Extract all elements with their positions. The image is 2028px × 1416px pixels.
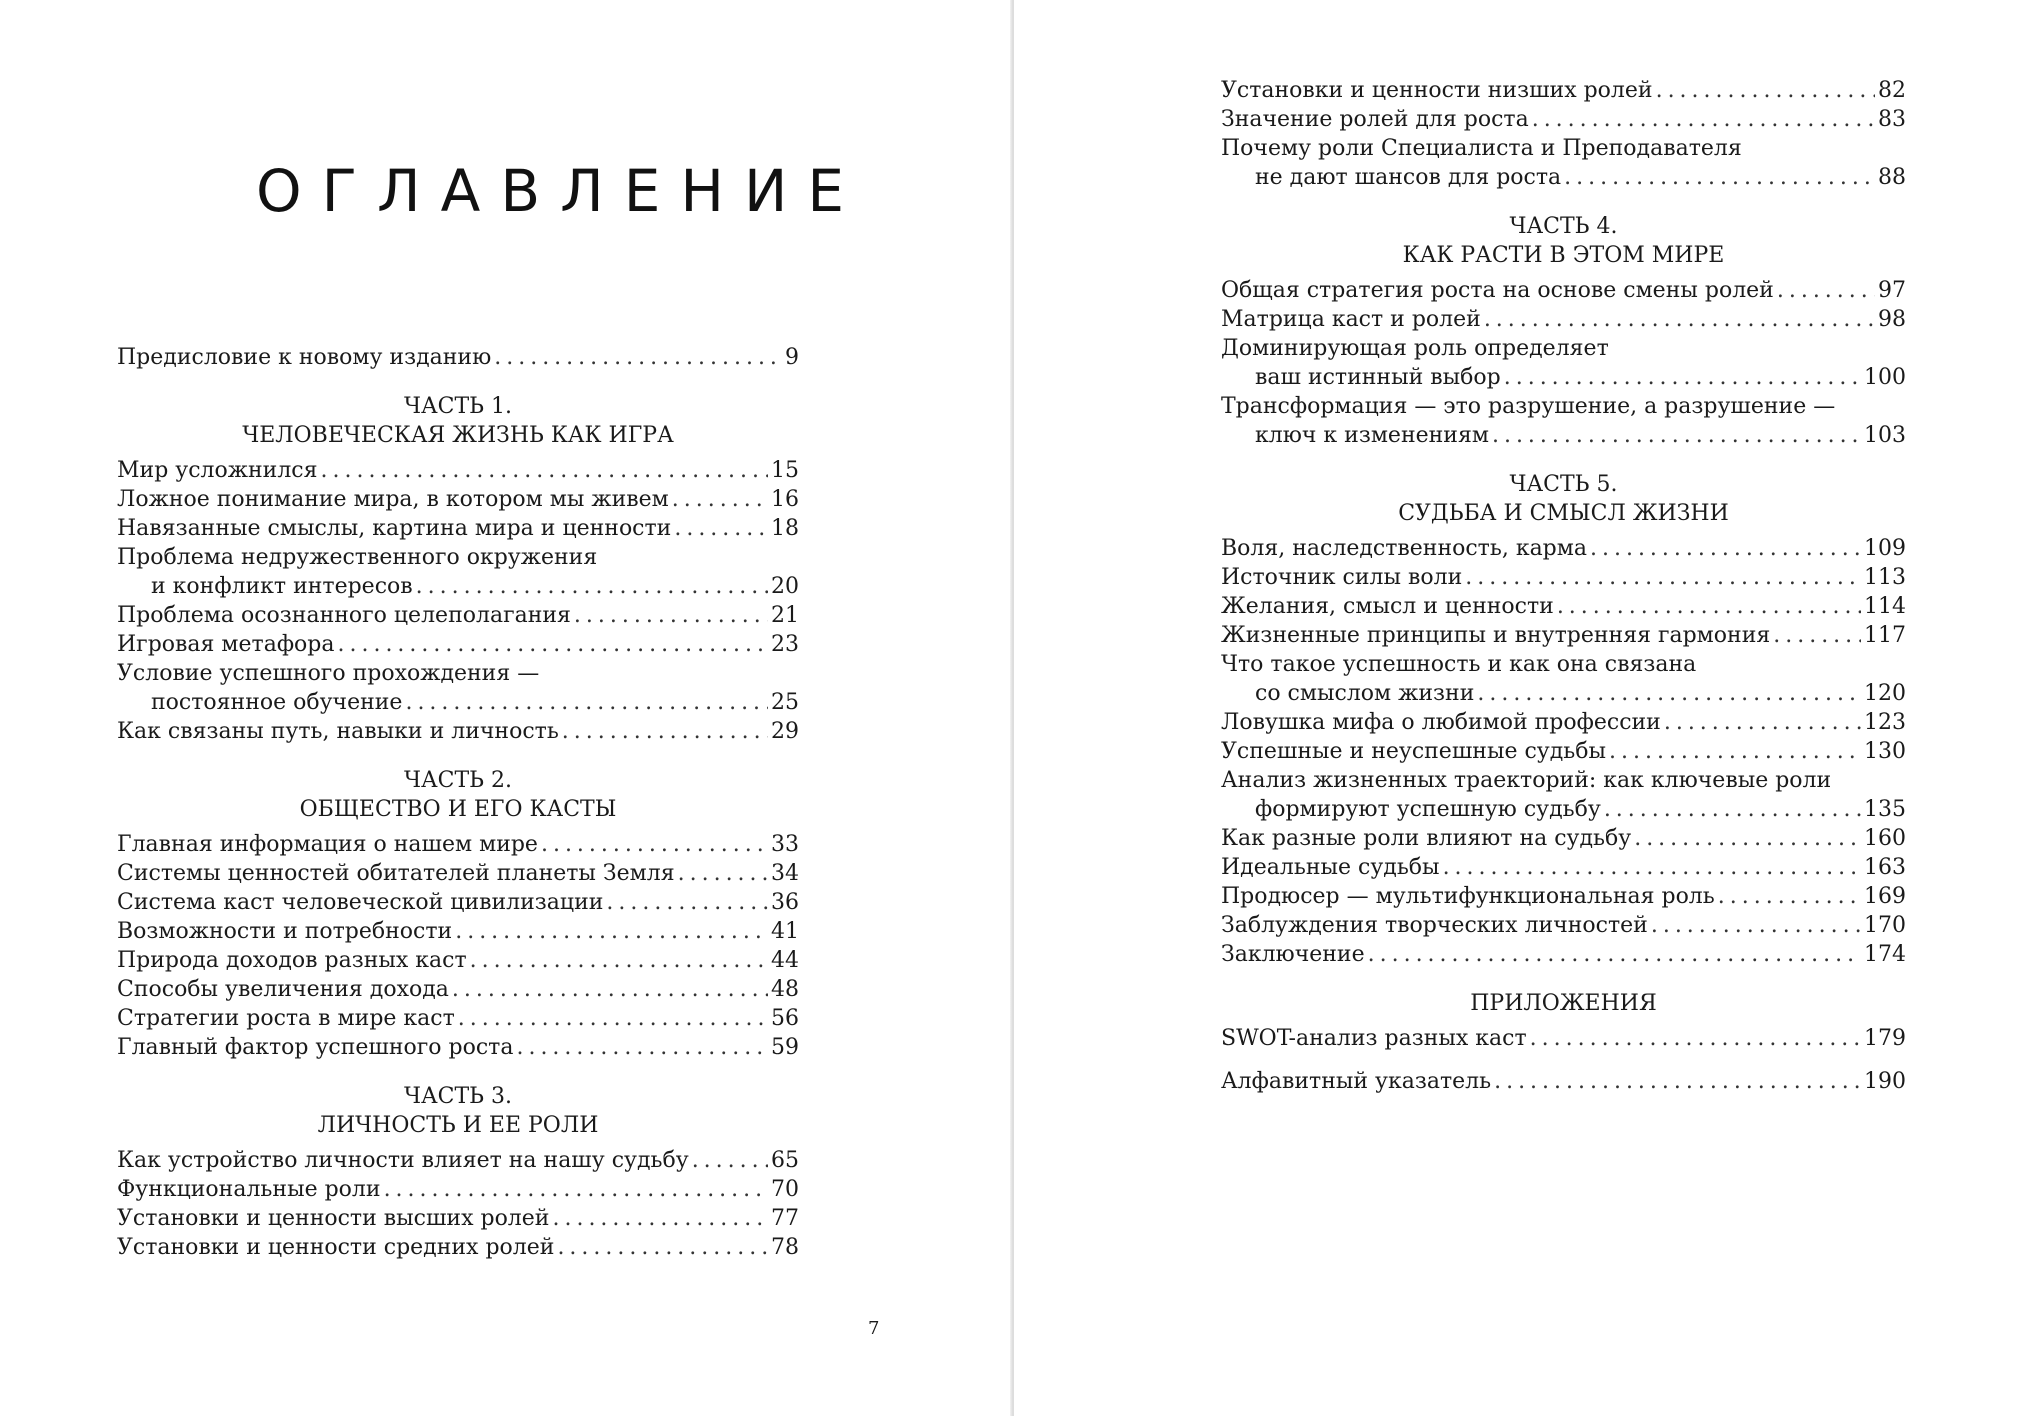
entry-page: 44 (771, 948, 799, 973)
part-label: ЧАСТЬ 1. (404, 394, 512, 419)
part-label: ЧАСТЬ 3. (404, 1084, 512, 1109)
toc-entry[interactable] (117, 514, 799, 543)
right-page (1014, 0, 2028, 1416)
left-page (0, 0, 1012, 1416)
part-label: ЧАСТЬ 5. (1509, 472, 1618, 497)
page-number: 7 (868, 1318, 880, 1339)
entry-page: 83 (1878, 107, 1906, 132)
part-title: ЧЕЛОВЕЧЕСКАЯ ЖИЗНЬ КАК ИГРА (242, 423, 674, 448)
toc-entry[interactable] (1221, 363, 1906, 392)
toc-entry[interactable] (117, 688, 799, 717)
toc-right (1221, 76, 1906, 1096)
entry-page: 130 (1864, 739, 1906, 764)
entry-title: Что такое успешность и как она связана (1221, 652, 1697, 677)
entry-page: 77 (771, 1206, 799, 1231)
toc-entry[interactable] (117, 1175, 799, 1204)
entry-title: ваш истинный выбор (1255, 365, 1501, 390)
toc-entry[interactable] (1221, 305, 1906, 334)
toc-entry-line1[interactable] (1221, 650, 1906, 679)
entry-title: Желания, смысл и ценности (1221, 594, 1554, 619)
toc-entry[interactable] (1221, 163, 1906, 192)
toc-entry-line1[interactable] (1221, 766, 1906, 795)
entry-page: 190 (1864, 1069, 1906, 1094)
entry-title: Успешные и неуспешные судьбы (1221, 739, 1607, 764)
entry-title: Установки и ценности низших ролей (1221, 78, 1653, 103)
entry-page: 41 (771, 919, 799, 944)
toc-entry[interactable] (1221, 824, 1906, 853)
entry-page: 169 (1864, 884, 1906, 909)
entry-title: Идеальные судьбы (1221, 855, 1440, 880)
toc-entry[interactable] (117, 456, 799, 485)
toc-entry-line1[interactable] (117, 659, 799, 688)
toc-entry[interactable] (117, 1146, 799, 1175)
entry-title: формируют успешную судьбу (1255, 797, 1601, 822)
entry-page: 103 (1864, 423, 1906, 448)
toc-entry[interactable] (117, 1033, 799, 1062)
entry-title: Как устройство личности влияет на нашу судьбу (117, 1148, 689, 1173)
toc-entry[interactable] (1221, 911, 1906, 940)
entry-page: 170 (1864, 913, 1906, 938)
toc-entry[interactable] (1221, 592, 1906, 621)
entry-page: 16 (771, 487, 799, 512)
entry-page: 34 (771, 861, 799, 886)
entry-page: 36 (771, 890, 799, 915)
toc-entry[interactable] (1221, 882, 1906, 911)
toc-entry[interactable] (117, 572, 799, 601)
entry-page: 56 (771, 1006, 799, 1031)
toc-entry[interactable] (1221, 737, 1906, 766)
toc-entry[interactable] (117, 1233, 799, 1262)
entry-title: Ложное понимание мира, в котором мы живем (117, 487, 669, 512)
toc-entry-line1[interactable] (117, 543, 799, 572)
toc-entry[interactable] (1221, 105, 1906, 134)
toc-entry[interactable] (117, 343, 799, 372)
entry-page: 135 (1864, 797, 1906, 822)
toc-entry[interactable] (1221, 795, 1906, 824)
toc-entry[interactable] (117, 717, 799, 746)
toc-entry-line1[interactable] (1221, 392, 1906, 421)
entry-title: Жизненные принципы и внутренняя гармония (1221, 623, 1771, 648)
part-title: ОБЩЕСТВО И ЕГО КАСТЫ (299, 797, 617, 822)
entry-title: Возможности и потребности (117, 919, 453, 944)
entry-page: 70 (771, 1177, 799, 1202)
toc-entry[interactable] (1221, 76, 1906, 105)
entry-title: Условие успешного прохождения — (117, 661, 540, 686)
entry-page: 78 (771, 1235, 799, 1260)
entry-title: Главная информация о нашем мире (117, 832, 538, 857)
entry-title: Навязанные смыслы, картина мира и ценности (117, 516, 672, 541)
part-title: КАК РАСТИ В ЭТОМ МИРЕ (1402, 243, 1725, 268)
entry-title: Игровая метафора (117, 632, 335, 657)
toc-entry[interactable] (117, 601, 799, 630)
part-label: ЧАСТЬ 4. (1509, 214, 1618, 239)
entry-title: Почему роли Специалиста и Преподавателя (1221, 136, 1742, 161)
entry-title: Общая стратегия роста на основе смены ролей (1221, 278, 1774, 303)
entry-title: Стратегии роста в мире каст (117, 1006, 455, 1031)
entry-page: 9 (785, 345, 799, 370)
entry-page: 23 (771, 632, 799, 657)
toc-entry[interactable] (117, 859, 799, 888)
entry-page: 33 (771, 832, 799, 857)
toc-entry[interactable] (117, 975, 799, 1004)
entry-title: SWOT-анализ разных каст (1221, 1026, 1527, 1051)
entry-title: Предисловие к новому изданию (117, 345, 492, 370)
entry-title: Как разные роли влияют на судьбу (1221, 826, 1632, 851)
entry-title: Матрица каст и ролей (1221, 307, 1481, 332)
part-label: ЧАСТЬ 2. (404, 768, 512, 793)
toc-entry[interactable] (117, 946, 799, 975)
page-title: ОГЛАВЛЕНИЕ (256, 157, 865, 225)
entry-page: 65 (771, 1148, 799, 1173)
entry-title: Воля, наследственность, карма (1221, 536, 1587, 561)
appendix-title: ПРИЛОЖЕНИЯ (1470, 991, 1657, 1016)
entry-page: 15 (771, 458, 799, 483)
toc-entry[interactable] (117, 485, 799, 514)
entry-title: со смыслом жизни (1255, 681, 1475, 706)
toc-entry[interactable] (1221, 421, 1906, 450)
part-title: СУДЬБА И СМЫСЛ ЖИЗНИ (1398, 501, 1729, 526)
toc-entry[interactable] (117, 917, 799, 946)
entry-title: Источник силы воли (1221, 565, 1463, 590)
toc-entry[interactable] (1221, 276, 1906, 305)
entry-title: Заблуждения творческих личностей (1221, 913, 1648, 938)
entry-title: Ловушка мифа о любимой профессии (1221, 710, 1661, 735)
entry-page: 109 (1864, 536, 1906, 561)
toc-entry[interactable] (1221, 1024, 1906, 1053)
entry-page: 25 (771, 690, 799, 715)
toc-entry[interactable] (117, 630, 799, 659)
part-title: ЛИЧНОСТЬ И ЕЕ РОЛИ (317, 1113, 599, 1138)
entry-page: 113 (1864, 565, 1906, 590)
entry-title: Заключение (1221, 942, 1365, 967)
entry-title: Доминирующая роль определяет (1221, 336, 1609, 361)
entry-page: 18 (771, 516, 799, 541)
entry-page: 29 (771, 719, 799, 744)
toc-entry[interactable] (117, 888, 799, 917)
entry-title: Установки и ценности средних ролей (117, 1235, 555, 1260)
entry-page: 179 (1864, 1026, 1906, 1051)
toc-entry[interactable] (117, 1204, 799, 1233)
toc-entry[interactable] (1221, 679, 1906, 708)
entry-page: 163 (1864, 855, 1906, 880)
entry-title: Продюсер — мультифункциональная роль (1221, 884, 1715, 909)
toc-entry[interactable] (1221, 621, 1906, 650)
entry-title: постоянное обучение (151, 690, 403, 715)
toc-entry[interactable] (1221, 940, 1906, 969)
entry-page: 100 (1864, 365, 1906, 390)
entry-title: Система каст человеческой цивилизации (117, 890, 604, 915)
entry-title: Проблема недружественного окружения (117, 545, 598, 570)
toc-left (117, 343, 799, 1262)
entry-title: и конфликт интересов (151, 574, 413, 599)
entry-title: Установки и ценности высших ролей (117, 1206, 550, 1231)
toc-entry[interactable] (1221, 1067, 1906, 1096)
entry-page: 120 (1864, 681, 1906, 706)
entry-page: 114 (1864, 594, 1906, 619)
entry-page: 160 (1864, 826, 1906, 851)
entry-page: 59 (771, 1035, 799, 1060)
entry-title: Системы ценностей обитателей планеты Земля (117, 861, 675, 886)
entry-title: Проблема осознанного целеполагания (117, 603, 571, 628)
entry-page: 174 (1864, 942, 1906, 967)
toc-entry[interactable] (1221, 563, 1906, 592)
entry-title: Мир усложнился (117, 458, 318, 483)
entry-page: 117 (1864, 623, 1906, 648)
entry-page: 97 (1878, 278, 1906, 303)
entry-title: Трансформация — это разрушение, а разрушение — (1221, 394, 1836, 419)
toc-entry[interactable] (117, 830, 799, 859)
toc-entry[interactable] (1221, 534, 1906, 563)
entry-page: 88 (1878, 165, 1906, 190)
entry-title: ключ к изменениям (1255, 423, 1489, 448)
entry-title: Природа доходов разных каст (117, 948, 467, 973)
entry-page: 20 (771, 574, 799, 599)
toc-entry[interactable] (117, 1004, 799, 1033)
entry-page: 98 (1878, 307, 1906, 332)
entry-title: Способы увеличения дохода (117, 977, 449, 1002)
entry-title: Анализ жизненных траекторий: как ключевые роли (1221, 768, 1832, 793)
entry-page: 123 (1864, 710, 1906, 735)
toc-entry[interactable] (1221, 708, 1906, 737)
toc-entry-line1[interactable] (1221, 134, 1906, 163)
entry-page: 48 (771, 977, 799, 1002)
toc-entry-line1[interactable] (1221, 334, 1906, 363)
entry-title: Главный фактор успешного роста (117, 1035, 514, 1060)
entry-page: 82 (1878, 78, 1906, 103)
entry-title: не дают шансов для роста (1255, 165, 1562, 190)
entry-title: Как связаны путь, навыки и личность (117, 719, 559, 744)
entry-title: Функциональные роли (117, 1177, 381, 1202)
entry-title: Алфавитный указатель (1221, 1069, 1492, 1094)
entry-page: 21 (771, 603, 799, 628)
entry-title: Значение ролей для роста (1221, 107, 1529, 132)
toc-entry[interactable] (1221, 853, 1906, 882)
